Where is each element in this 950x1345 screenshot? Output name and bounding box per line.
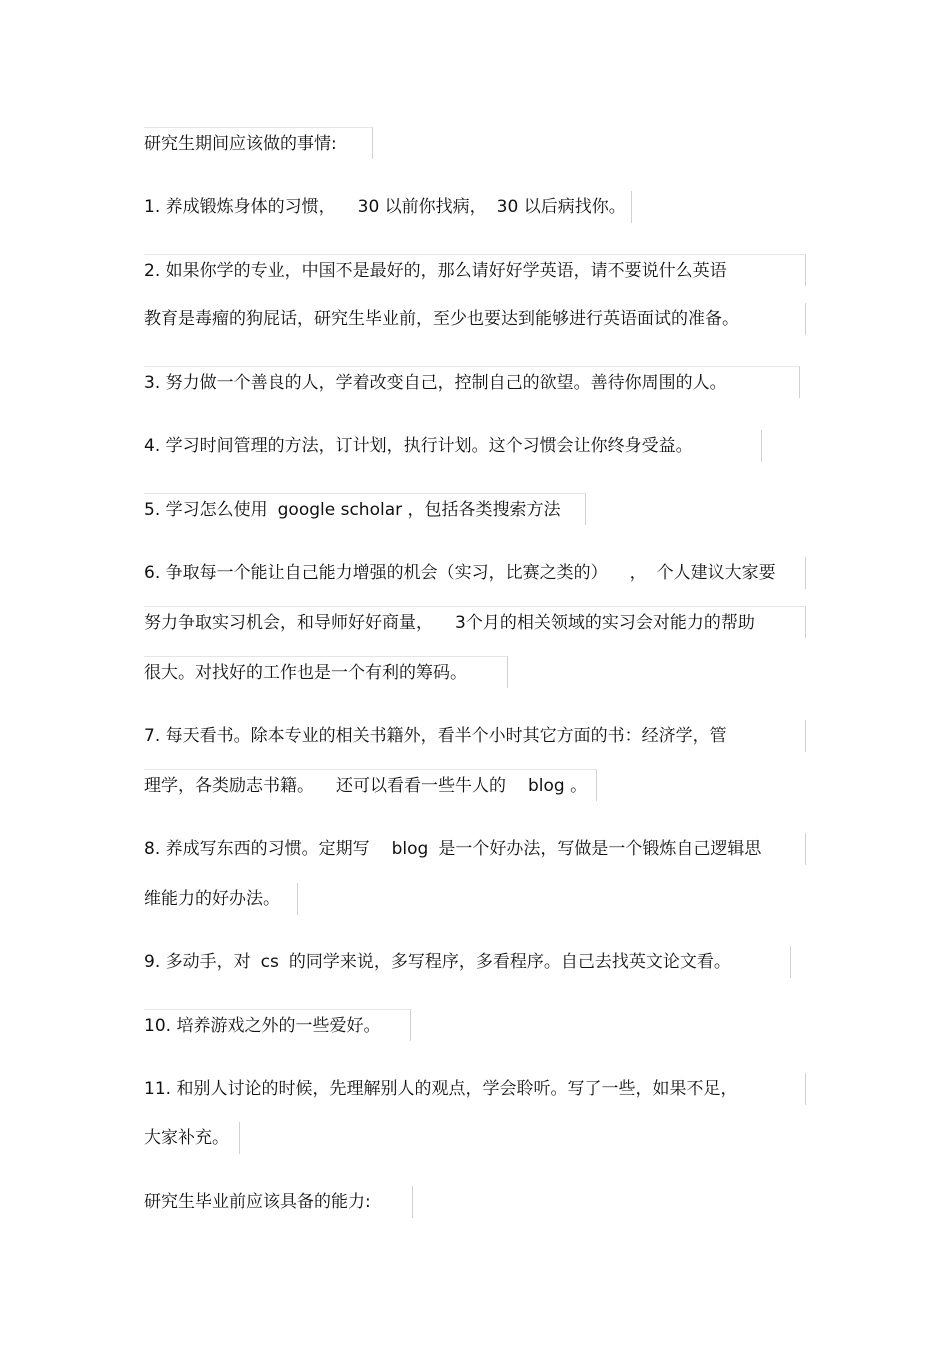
list-item: [144, 430, 762, 462]
list-item-continuation: [144, 656, 508, 688]
item-text: cs: [260, 952, 279, 972]
heading-text: 研究生期间应该做的事情:: [144, 134, 337, 154]
list-item: [144, 254, 806, 286]
section-heading: [144, 127, 373, 159]
item-text: blog 。: [528, 776, 588, 796]
item-text: 维能力的好办法。: [144, 889, 280, 909]
item-text: 9. 多动手，对: [144, 952, 251, 972]
item-text: 的同学来说，多写程序，多看程序。自己去找英文论文看。: [288, 952, 731, 972]
item-text: 7. 每天看书。除本专业的相关书籍外，看半个小时其它方面的书：经济学，管: [144, 726, 727, 746]
list-item: [144, 557, 806, 589]
item-text: 努力争取实习机会，和导师好好商量，: [144, 613, 433, 633]
item-text: google scholar ，: [277, 500, 425, 520]
heading-text: 研究生毕业前应该具备的能力:: [144, 1192, 371, 1212]
list-item: [144, 1009, 411, 1041]
list-item: [144, 946, 791, 978]
section-heading: [144, 1186, 413, 1218]
list-item-continuation: [144, 1122, 240, 1154]
item-text: 2. 如果你学的专业，中国不是最好的，那么请好好学英语，请不要说什么英语: [144, 261, 727, 281]
item-text: ，: [629, 563, 647, 583]
item-text: 教育是毒瘤的狗屁话，研究生毕业前，至少也要达到能够进行英语面试的准备。: [144, 309, 739, 329]
list-item-continuation: [144, 769, 597, 801]
list-item: [144, 720, 806, 752]
list-item: [144, 493, 586, 525]
item-text: 理学，各类励志书籍。: [144, 776, 314, 796]
item-text: 是一个好办法，写做是一个锻炼自己逻辑思: [438, 839, 762, 859]
list-item-continuation: [144, 606, 806, 638]
item-text: 30 以前你找病，: [357, 197, 487, 217]
item-text: 11. 和别人讨论的时候，先理解别人的观点，学会聆听。写了一些，如果不足，: [144, 1079, 738, 1099]
item-text: 30 以后病找你。: [496, 197, 626, 217]
item-text: 6. 争取每一个能让自己能力增强的机会（实习，比赛之类的）: [144, 563, 608, 583]
item-text: 5. 学习怎么使用: [144, 500, 268, 520]
list-item-continuation: [144, 303, 806, 335]
item-text: 还可以看看一些牛人的: [336, 776, 506, 796]
item-text: 1. 养成锻炼身体的习惯，: [144, 197, 336, 217]
list-item: [144, 1073, 806, 1105]
item-text: 个人建议大家要: [656, 563, 776, 583]
item-text: blog: [391, 839, 429, 859]
item-text: 3个月的相关领域的实习会对能力的帮助: [455, 613, 755, 633]
item-text: 4. 学习时间管理的方法，订计划，执行计划。这个习惯会让你终身受益。: [144, 436, 693, 456]
item-text: 10. 培养游戏之外的一些爱好。: [144, 1016, 381, 1036]
list-item: [144, 833, 806, 865]
item-text: 很大。对找好的工作也是一个有利的筹码。: [144, 663, 467, 683]
item-text: 大家补充。: [144, 1128, 229, 1148]
list-item-continuation: [144, 883, 298, 915]
item-text: 包括各类搜索方法: [424, 500, 561, 520]
item-text: 8. 养成写东西的习惯。定期写: [144, 839, 370, 859]
item-text: 3. 努力做一个善良的人，学着改变自己，控制自己的欲望。善待你周围的人。: [144, 373, 727, 393]
list-item: [144, 191, 632, 223]
list-item: [144, 366, 800, 398]
